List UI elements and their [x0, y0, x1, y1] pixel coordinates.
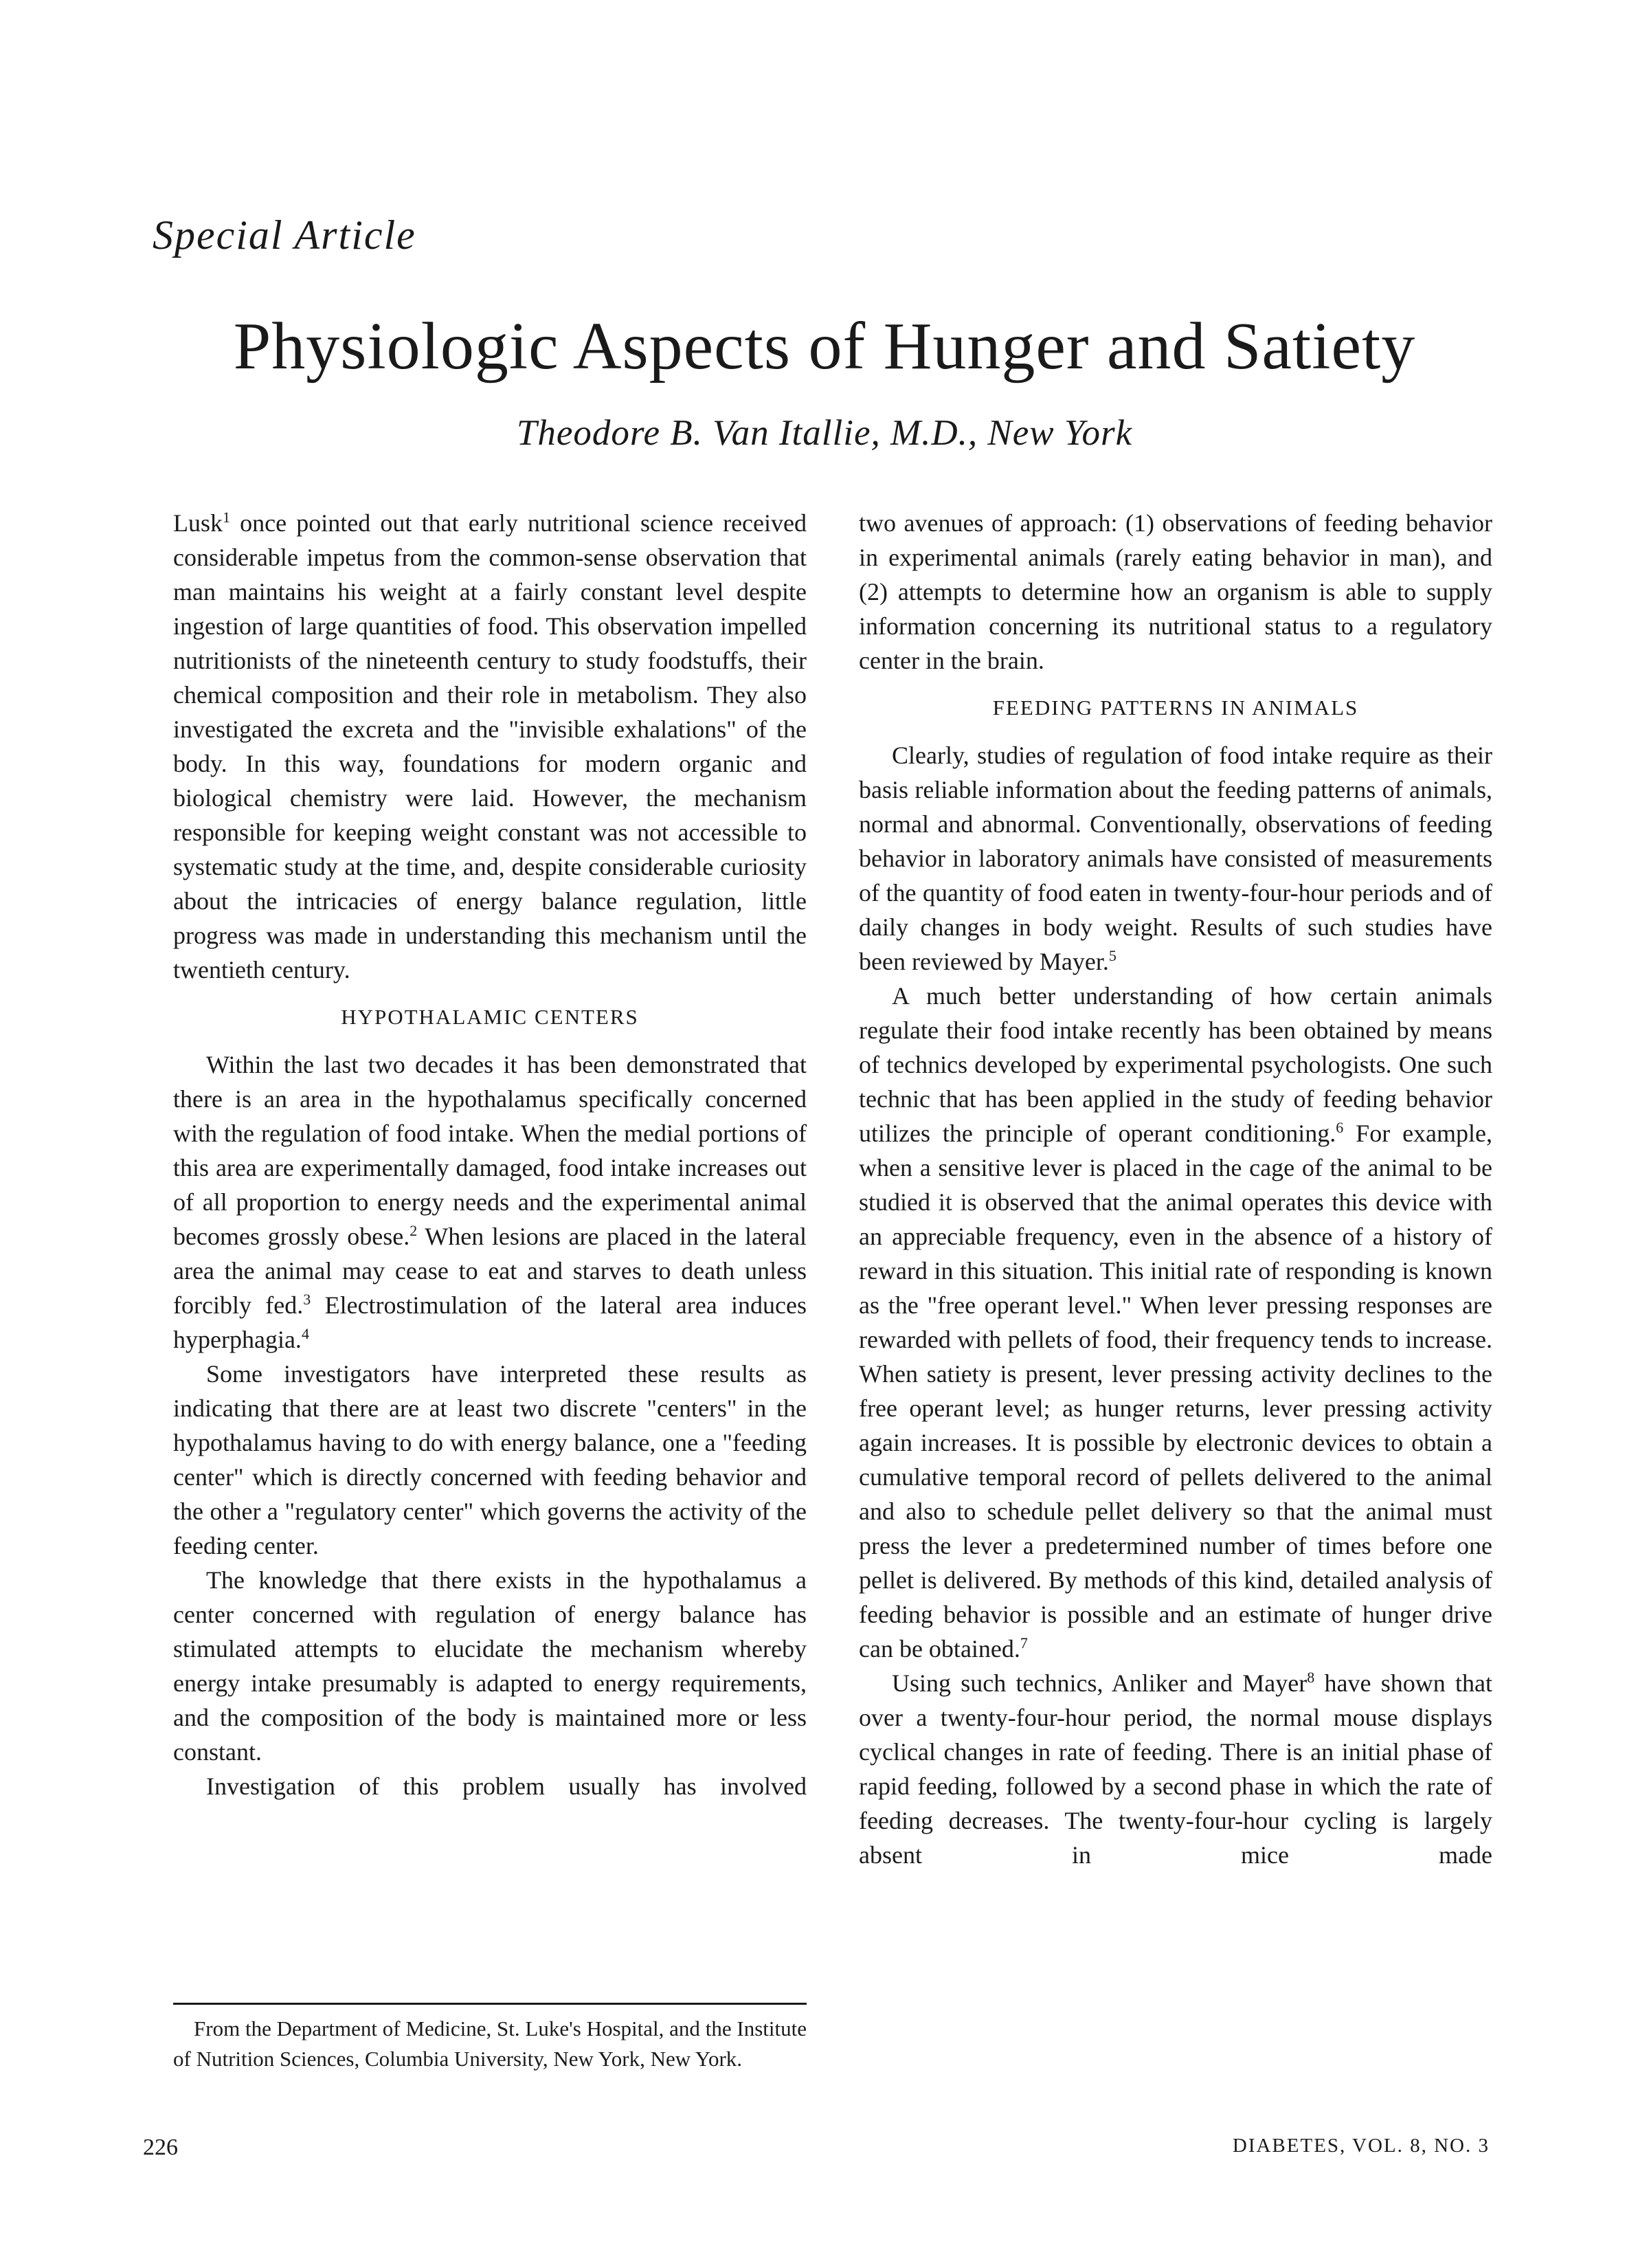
reference-mark: 2 — [410, 1222, 418, 1239]
paragraph-feeding-patterns — [859, 738, 1492, 979]
paragraph-text: Electrostimulation of the lateral area induces hyperphagia. — [173, 1291, 807, 1353]
paragraph-hypothalamus — [173, 1047, 807, 1357]
paragraph-knowledge: The knowledge that there exists in the hypothalamus a center concerned with regulation of energy balance has stimulated attempts to elucidate the mechanism whereby energy intake presumably is adapted to energy requirements, and the composition of the body is maintained more or less constant. — [173, 1566, 807, 1766]
reference-mark: 4 — [301, 1325, 309, 1342]
affiliation-footnote — [173, 2014, 807, 2074]
intro-lead: Lusk — [173, 509, 223, 537]
paragraph-text: Clearly, studies of regulation of food intake require as their basis reliable information about the feeding patterns of animals, normal and abnormal. Conventionally, observations of feeding behavior in laboratory animals have consisted of measurements of the quantity of food eaten in twenty-four-hour periods and of daily changes in body weight. Results of such studies have been reviewed by Mayer. — [859, 742, 1492, 975]
paragraph-text: have shown that over a twenty-four-hour period, the normal mouse displays cyclical changes in rate of feeding. There is an initial phase of rapid feeding, followed by a second phase in which the rate of feeding decreases. The twenty-four-hour cycling is largely absent in mice made — [859, 1669, 1492, 1869]
paragraph-text: For example, when a sensitive lever is placed in the cage of the animal to be studied it is observed that the animal operates this device with an appreciable frequency, even in the absence of a history of reward in this situation. This initial rate of responding is known as the "free operant level." When lever pressing responses are rewarded with pellets of food, their frequency tends to increase. When satiety is present, lever pressing activity declines to the free operant level; as hunger returns, lever pressing activity again increases. It is possible by electronic devices to obtain a cumulative temporal record of pellets delivered to the animal and also to schedule pellet delivery so that the animal must press the lever a predetermined number of times before one pellet is delivered. By methods of this kind, detailed analysis of feeding behavior is possible and an estimate of hunger drive can be obtained. — [859, 1120, 1493, 1663]
intro-text: once pointed out that early nutritional science received considerable impetus from the common-sense observation that man maintains his weight at a fairly constant level despite ingestion of large quantities of food. This observation impelled nutritionists of the nineteenth century to study foodstuffs, their chemical composition and their role in metabolism. They also investigated the excreta and the "invisible exhalations" of the body. In this way, foundations for modern organic and biological chemistry were laid. However, the mechanism responsible for keeping weight constant was not accessible to systematic study at the time, and, despite considerable curiosity about the intricacies of energy balance regulation, little progress was made in understanding this mechanism until the twentieth century. — [173, 509, 807, 983]
paragraph-text: When lesions are placed in the lateral area the animal may cease to eat and starves to death unless forcibly fed. — [173, 1223, 807, 1319]
reference-mark: 7 — [1020, 1634, 1028, 1652]
left-column — [173, 506, 807, 1803]
paragraph-investigation: Investigation of this problem usually has involved — [206, 1772, 807, 1800]
footnote-text: From the Department of Medicine, St. Luke's Hospital, and the Institute of Nutrition Sciences, Columbia University, New York, New York. — [173, 2016, 807, 2071]
paragraph-operant — [859, 979, 1492, 1666]
paragraph-text: Within the last two decades it has been demonstrated that there is an area in the hypothalamus specifically concerned with the regulation of food intake. When the medial portions of this area are experimentally damaged, food intake increases out of all proportion to energy needs and the experimental animal becomes grossly obese. — [173, 1051, 807, 1250]
paragraph-text: Using such technics, Anliker and Mayer — [892, 1669, 1308, 1697]
reference-mark: 1 — [223, 509, 230, 526]
right-column — [859, 506, 1492, 1872]
paragraph-text: A much better understanding of how certain animals regulate their food intake recently has been obtained by means of technics developed by experimental psychologists. One such technic that has been applied in the study of feeding behavior utilizes the principle of operant conditioning. — [859, 982, 1492, 1147]
reference-mark: 5 — [1108, 947, 1117, 964]
reference-mark: 6 — [1336, 1119, 1344, 1136]
page-number: 226 — [143, 2135, 178, 2160]
paragraph-anliker-mayer — [859, 1666, 1492, 1872]
section-heading-feeding: FEEDING PATTERNS IN ANIMALS — [992, 696, 1359, 720]
author-byline: Theodore B. Van Itallie, M.D., New York — [516, 413, 1133, 453]
footnote-rule — [173, 2003, 807, 2005]
section-heading-hypothalamic: HYPOTHALAMIC CENTERS — [341, 1005, 639, 1029]
article-title: Physiologic Aspects of Hunger and Satiety — [233, 309, 1416, 383]
journal-running-footer: DIABETES, VOL. 8, NO. 3 — [1232, 2135, 1490, 2157]
paragraph-avenues: two avenues of approach: (1) observations of feeding behavior in experimental animals (rarely eating behavior in man), and (2) attempts to determine how an organism is able to supply information concerning its nutritional status to a regulatory center in the brain. — [859, 509, 1492, 674]
section-kicker: Special Article — [153, 212, 416, 258]
reference-mark: 3 — [303, 1291, 311, 1308]
reference-mark: 8 — [1307, 1669, 1315, 1686]
paragraph-intro — [173, 506, 807, 987]
paragraph-centers: Some investigators have interpreted these results as indicating that there are at least two discrete "centers" in the hypothalamus having to do with energy balance, one a "feeding center" which is directly concerned with feeding behavior and the other a "regulatory center" which governs the activity of the feeding center. — [173, 1360, 807, 1559]
